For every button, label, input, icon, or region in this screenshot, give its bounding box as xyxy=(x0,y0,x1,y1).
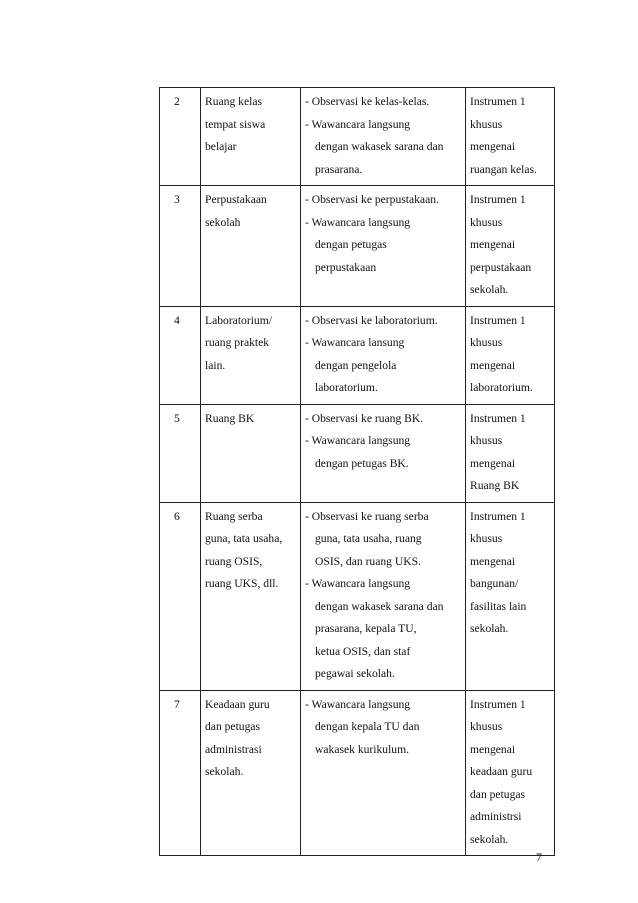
instrument-line: khusus xyxy=(470,215,503,229)
method-line: dengan wakasek sarana dan xyxy=(315,140,444,153)
instrument-line: Instrumen 1 xyxy=(470,95,526,108)
object-cell xyxy=(201,502,301,690)
instrument-line: keadaan guru xyxy=(470,765,533,778)
object-cell xyxy=(201,88,301,186)
method-line: wakasek kurikulum. xyxy=(315,742,410,756)
method-line: guna, tata usaha, ruang xyxy=(315,532,422,545)
object-line: belajar xyxy=(205,140,237,153)
method-cell xyxy=(301,690,466,856)
row-number: 4 xyxy=(160,306,201,404)
object-line: ruang UKS, dll. xyxy=(205,577,279,590)
instrument-line: bangunan/ xyxy=(470,577,519,590)
row-number: 5 xyxy=(160,404,201,502)
method-cell xyxy=(301,404,466,502)
object-line: Keadaan guru xyxy=(205,697,270,711)
table-row xyxy=(160,306,555,404)
instrument-line: khusus xyxy=(470,336,503,349)
instrument-line: administrsi xyxy=(470,810,522,823)
table-row xyxy=(160,186,555,307)
method-line: - Observasi ke ruang BK. xyxy=(305,411,424,425)
method-line: prasarana. xyxy=(315,162,363,176)
method-line: pegawai sekolah. xyxy=(315,667,395,680)
object-line: lain. xyxy=(205,358,226,372)
instrument-line: Instrumen 1 xyxy=(470,509,526,523)
table-body xyxy=(160,88,555,856)
method-cell xyxy=(301,186,466,307)
object-line: Ruang kelas xyxy=(205,95,262,108)
instrument-line: mengenai xyxy=(470,456,516,470)
table-row xyxy=(160,88,555,186)
method-line: - Wawancara lansung xyxy=(305,336,405,349)
instrument-line: Instrumen 1 xyxy=(470,313,526,327)
instrument-line: khusus xyxy=(470,532,503,545)
instrument-line: khusus xyxy=(470,720,503,733)
instrument-line: Instrumen 1 xyxy=(470,193,526,206)
instrument-line: Ruang BK xyxy=(470,479,520,492)
object-line: guna, tata usaha, xyxy=(205,532,283,545)
instrument-line: mengenai xyxy=(470,358,516,372)
method-line: dengan petugas BK. xyxy=(315,456,409,470)
instrument-cell xyxy=(466,502,555,690)
row-number: 3 xyxy=(160,186,201,307)
object-line: sekolah xyxy=(205,215,241,229)
table-row xyxy=(160,502,555,690)
instrument-cell xyxy=(466,690,555,856)
instrument-line: ruangan kelas. xyxy=(470,162,537,176)
method-line: - Wawancara langsung xyxy=(305,697,411,711)
method-line: dengan petugas xyxy=(315,238,387,251)
instrument-line: khusus xyxy=(470,117,503,131)
object-line: Ruang BK xyxy=(205,411,255,425)
object-cell xyxy=(201,186,301,307)
instrument-line: perpustakaan xyxy=(470,260,532,274)
instrument-line: sekolah. xyxy=(470,622,509,635)
instrument-line: sekolah. xyxy=(470,832,509,846)
object-line: Laboratorium/ xyxy=(205,313,272,327)
object-cell xyxy=(201,690,301,856)
object-line: sekolah. xyxy=(205,765,244,778)
table-row xyxy=(160,404,555,502)
method-line: - Observasi ke laboratorium. xyxy=(305,313,438,327)
method-line: - Wawancara langsung xyxy=(305,215,411,229)
method-line: dengan kepala TU dan xyxy=(315,720,420,733)
instrument-line: Instrumen 1 xyxy=(470,411,526,425)
method-line: - Observasi ke ruang serba xyxy=(305,509,429,523)
instrument-line: khusus xyxy=(470,434,503,447)
instrument-line: sekolah. xyxy=(470,283,509,296)
method-line: - Wawancara langsung xyxy=(305,577,411,590)
method-line: laboratorium. xyxy=(315,381,378,394)
instrument-line: dan petugas xyxy=(470,787,526,801)
row-number: 6 xyxy=(160,502,201,690)
instrument-cell xyxy=(466,404,555,502)
method-cell xyxy=(301,306,466,404)
instrument-line: Instrumen 1 xyxy=(470,697,526,711)
instrument-table xyxy=(159,87,555,856)
instrument-line: mengenai xyxy=(470,554,516,568)
instrument-line: fasilitas lain xyxy=(470,599,527,613)
page-number: 7 xyxy=(536,850,542,864)
instrument-line: laboratorium. xyxy=(470,381,533,394)
method-cell xyxy=(301,502,466,690)
instrument-line: mengenai xyxy=(470,742,516,756)
method-line: - Wawancara langsung xyxy=(305,117,411,131)
method-line: prasarana, kepala TU, xyxy=(315,622,417,635)
method-line: - Observasi ke perpustakaan. xyxy=(305,193,439,206)
object-line: tempat siswa xyxy=(205,117,266,131)
object-cell xyxy=(201,306,301,404)
object-line: administrasi xyxy=(205,742,262,756)
method-line: OSIS, dan ruang UKS. xyxy=(315,554,421,568)
object-line: Perpustakaan xyxy=(205,193,267,206)
table-row xyxy=(160,690,555,856)
method-line: dengan pengelola xyxy=(315,358,397,372)
object-cell xyxy=(201,404,301,502)
object-line: Ruang serba xyxy=(205,509,263,523)
object-line: ruang OSIS, xyxy=(205,554,263,568)
instrument-cell xyxy=(466,306,555,404)
method-line: - Observasi ke kelas-kelas. xyxy=(305,95,430,108)
instrument-cell xyxy=(466,186,555,307)
method-line: ketua OSIS, dan staf xyxy=(315,644,411,658)
method-line: - Wawancara langsung xyxy=(305,434,411,447)
row-number: 7 xyxy=(160,690,201,856)
instrument-cell xyxy=(466,88,555,186)
row-number: 2 xyxy=(160,88,201,186)
method-line: perpustakaan xyxy=(315,260,377,274)
method-cell xyxy=(301,88,466,186)
object-line: dan petugas xyxy=(205,720,261,733)
instrument-line: mengenai xyxy=(470,140,516,153)
instrument-line: mengenai xyxy=(470,238,516,251)
object-line: ruang praktek xyxy=(205,336,270,349)
method-line: dengan wakasek sarana dan xyxy=(315,599,444,613)
